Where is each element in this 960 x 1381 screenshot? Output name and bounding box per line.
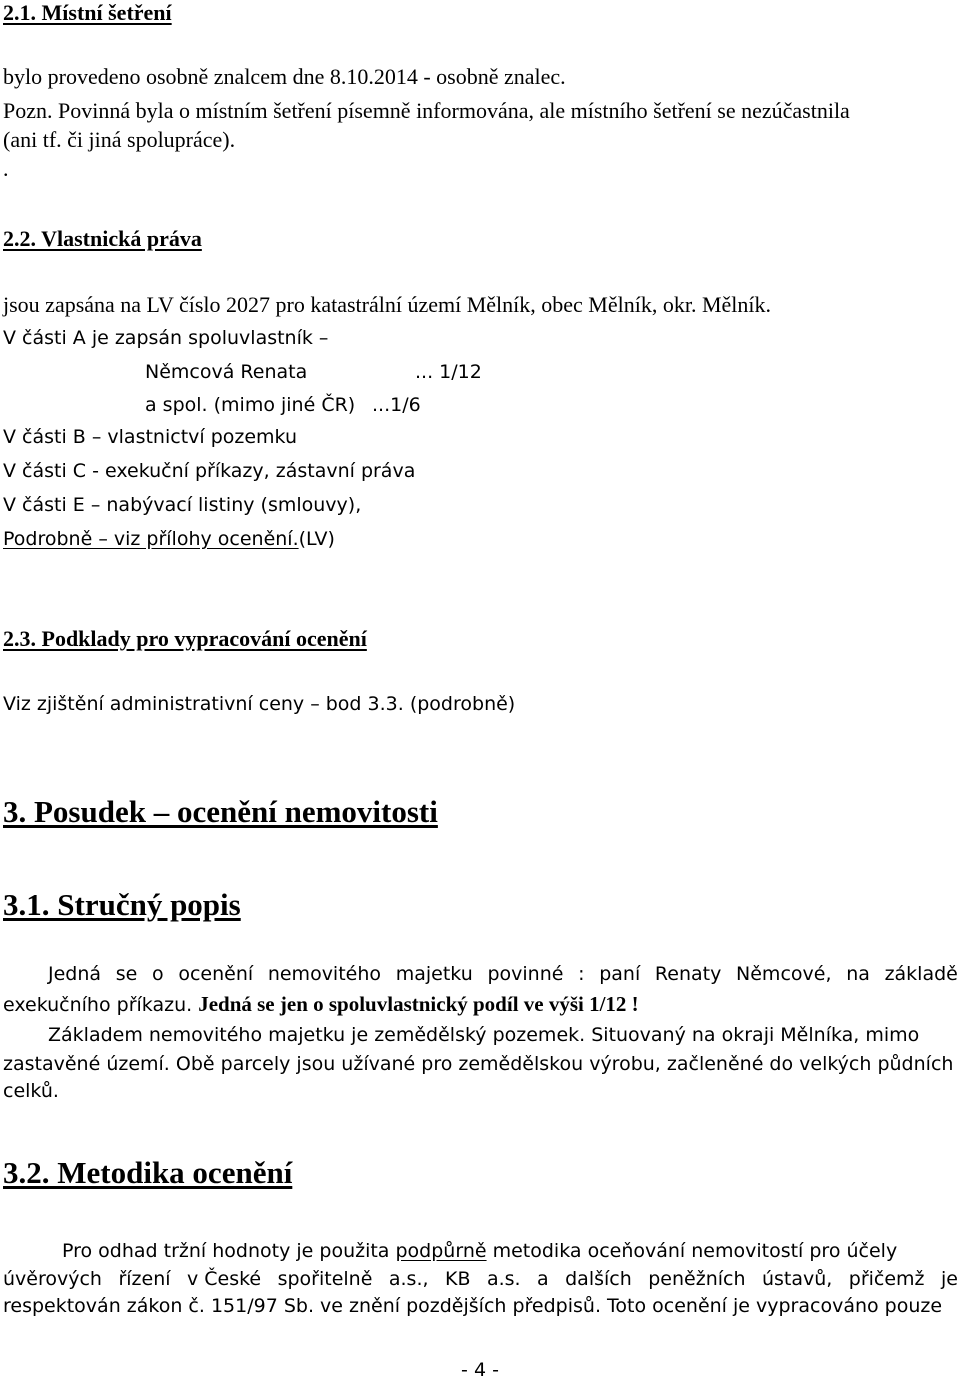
part-e-line: V části E – nabývací listiny (smlouvy),: [3, 494, 362, 516]
description-line-1-word: o: [152, 963, 164, 985]
section-2-1-heading: 2.1. Místní šetření: [3, 0, 172, 25]
description-line-1-word: paní: [599, 963, 641, 985]
description-paragraph-line-1: [48, 965, 958, 984]
inspection-note-line-1: Pozn. Povinná byla o místním šetření písemně informována, ale místního šetření se nezúčastnila: [3, 98, 850, 123]
inspection-note-line-2: (ani tf. či jiná spolupráce).: [3, 127, 236, 152]
methodology-line-2-word: ústavů,: [761, 1268, 833, 1290]
methodology-line-2-word: přičemž: [848, 1268, 925, 1290]
methodology-line-2-word: dalších: [565, 1268, 632, 1290]
methodology-line-1: [62, 1242, 897, 1261]
description-line-1-word: základě: [884, 963, 958, 985]
owner-1-name: Němcová Renata: [145, 361, 308, 383]
part-c-line: V části C - exekuční příkazy, zástavní práva: [3, 460, 416, 482]
methodology-line-2-word: spořitelně: [277, 1268, 373, 1290]
description-line-1-word: na: [846, 963, 870, 985]
methodology-line-2-word: a: [537, 1268, 549, 1290]
details-line: [3, 530, 335, 549]
property-paragraph-line-3: celků.: [3, 1080, 59, 1102]
methodology-line-2-word: je: [941, 1268, 958, 1290]
methodology-line-2-word: peněžních: [648, 1268, 746, 1290]
section-3-2-heading: 3.2. Metodika ocenění: [3, 1155, 293, 1190]
ownership-lv-line: jsou zapsána na LV číslo 2027 pro katastrální území Mělník, obec Mělník, okr. Mělník.: [3, 292, 772, 317]
details-lv-ref: (LV): [298, 528, 335, 550]
part-a-line: V části A je zapsán spoluvlastník –: [3, 327, 329, 349]
section-2-3-heading: 2.3. Podklady pro vypracování ocenění: [3, 626, 367, 651]
methodology-line-3: respektován zákon č. 151/97 Sb. ve znění pozdějších předpisů. Toto ocenění je vypracováno pouze: [3, 1295, 943, 1317]
description-line-1-word: ocenění: [178, 963, 254, 985]
methodology-line-2-word: řízení: [118, 1268, 171, 1290]
description-line-1-word: Renaty: [654, 963, 722, 985]
owner-2-share: ...1/6: [372, 394, 421, 416]
description-line-1-word: nemovitého: [267, 963, 382, 985]
stray-dot: .: [3, 156, 9, 181]
methodology-line-2-word: a.s.,: [388, 1268, 429, 1290]
methodology-line-2: [3, 1270, 958, 1289]
owner-1-share: ... 1/12: [415, 361, 482, 383]
property-paragraph-line-2: zastavěné území. Obě parcely jsou užívané pro zemědělskou výrobu, začleněné do velkých půdních: [3, 1053, 954, 1075]
section-3-heading: 3. Posudek – ocenění nemovitosti: [3, 794, 438, 829]
description-line-2-text: exekučního příkazu.: [3, 994, 199, 1016]
co-ownership-share-note: Jedná se jen o spoluvlastnický podíl ve výši 1/12 !: [198, 992, 639, 1016]
methodology-line-2-word: v České: [186, 1268, 262, 1290]
methodology-line-2-word: a.s.: [486, 1268, 521, 1290]
section-2-2-heading: 2.2. Vlastnická práva: [3, 226, 202, 251]
methodology-supportive-word: podpůrně: [395, 1240, 487, 1262]
property-paragraph-line-1: Základem nemovitého majetku je zemědělský pozemek. Situovaný na okraji Mělníka, mimo: [48, 1024, 920, 1046]
methodology-line-2-word: KB: [444, 1268, 471, 1290]
section-3-1-heading: 3.1. Stručný popis: [3, 887, 241, 922]
part-b-line: V části B – vlastnictví pozemku: [3, 426, 298, 448]
inspection-date-line: bylo provedeno osobně znalcem dne 8.10.2014 - osobně znalec.: [3, 64, 566, 89]
details-underlined-text: Podrobně – viz přílohy ocenění.: [3, 528, 299, 550]
description-line-1-word: Němcové,: [736, 963, 832, 985]
description-line-1-word: Jedná: [48, 963, 102, 985]
administrative-price-ref: Viz zjištění administrativní ceny – bod 3.3. (podrobně): [3, 693, 516, 715]
methodology-line-2-word: úvěrových: [3, 1268, 102, 1290]
description-line-1-word: :: [578, 963, 585, 985]
methodology-line-1-a: Pro odhad tržní hodnoty je použita: [62, 1240, 396, 1262]
page-number: - 4 -: [461, 1359, 499, 1381]
description-line-1-word: se: [115, 963, 138, 985]
description-paragraph-line-2: [3, 994, 639, 1015]
methodology-line-1-b: metodika oceňování nemovitostí pro účely: [486, 1240, 898, 1262]
description-line-1-word: povinné: [487, 963, 564, 985]
owner-2-name: a spol. (mimo jiné ČR): [145, 394, 356, 416]
description-line-1-word: majetku: [395, 963, 473, 985]
